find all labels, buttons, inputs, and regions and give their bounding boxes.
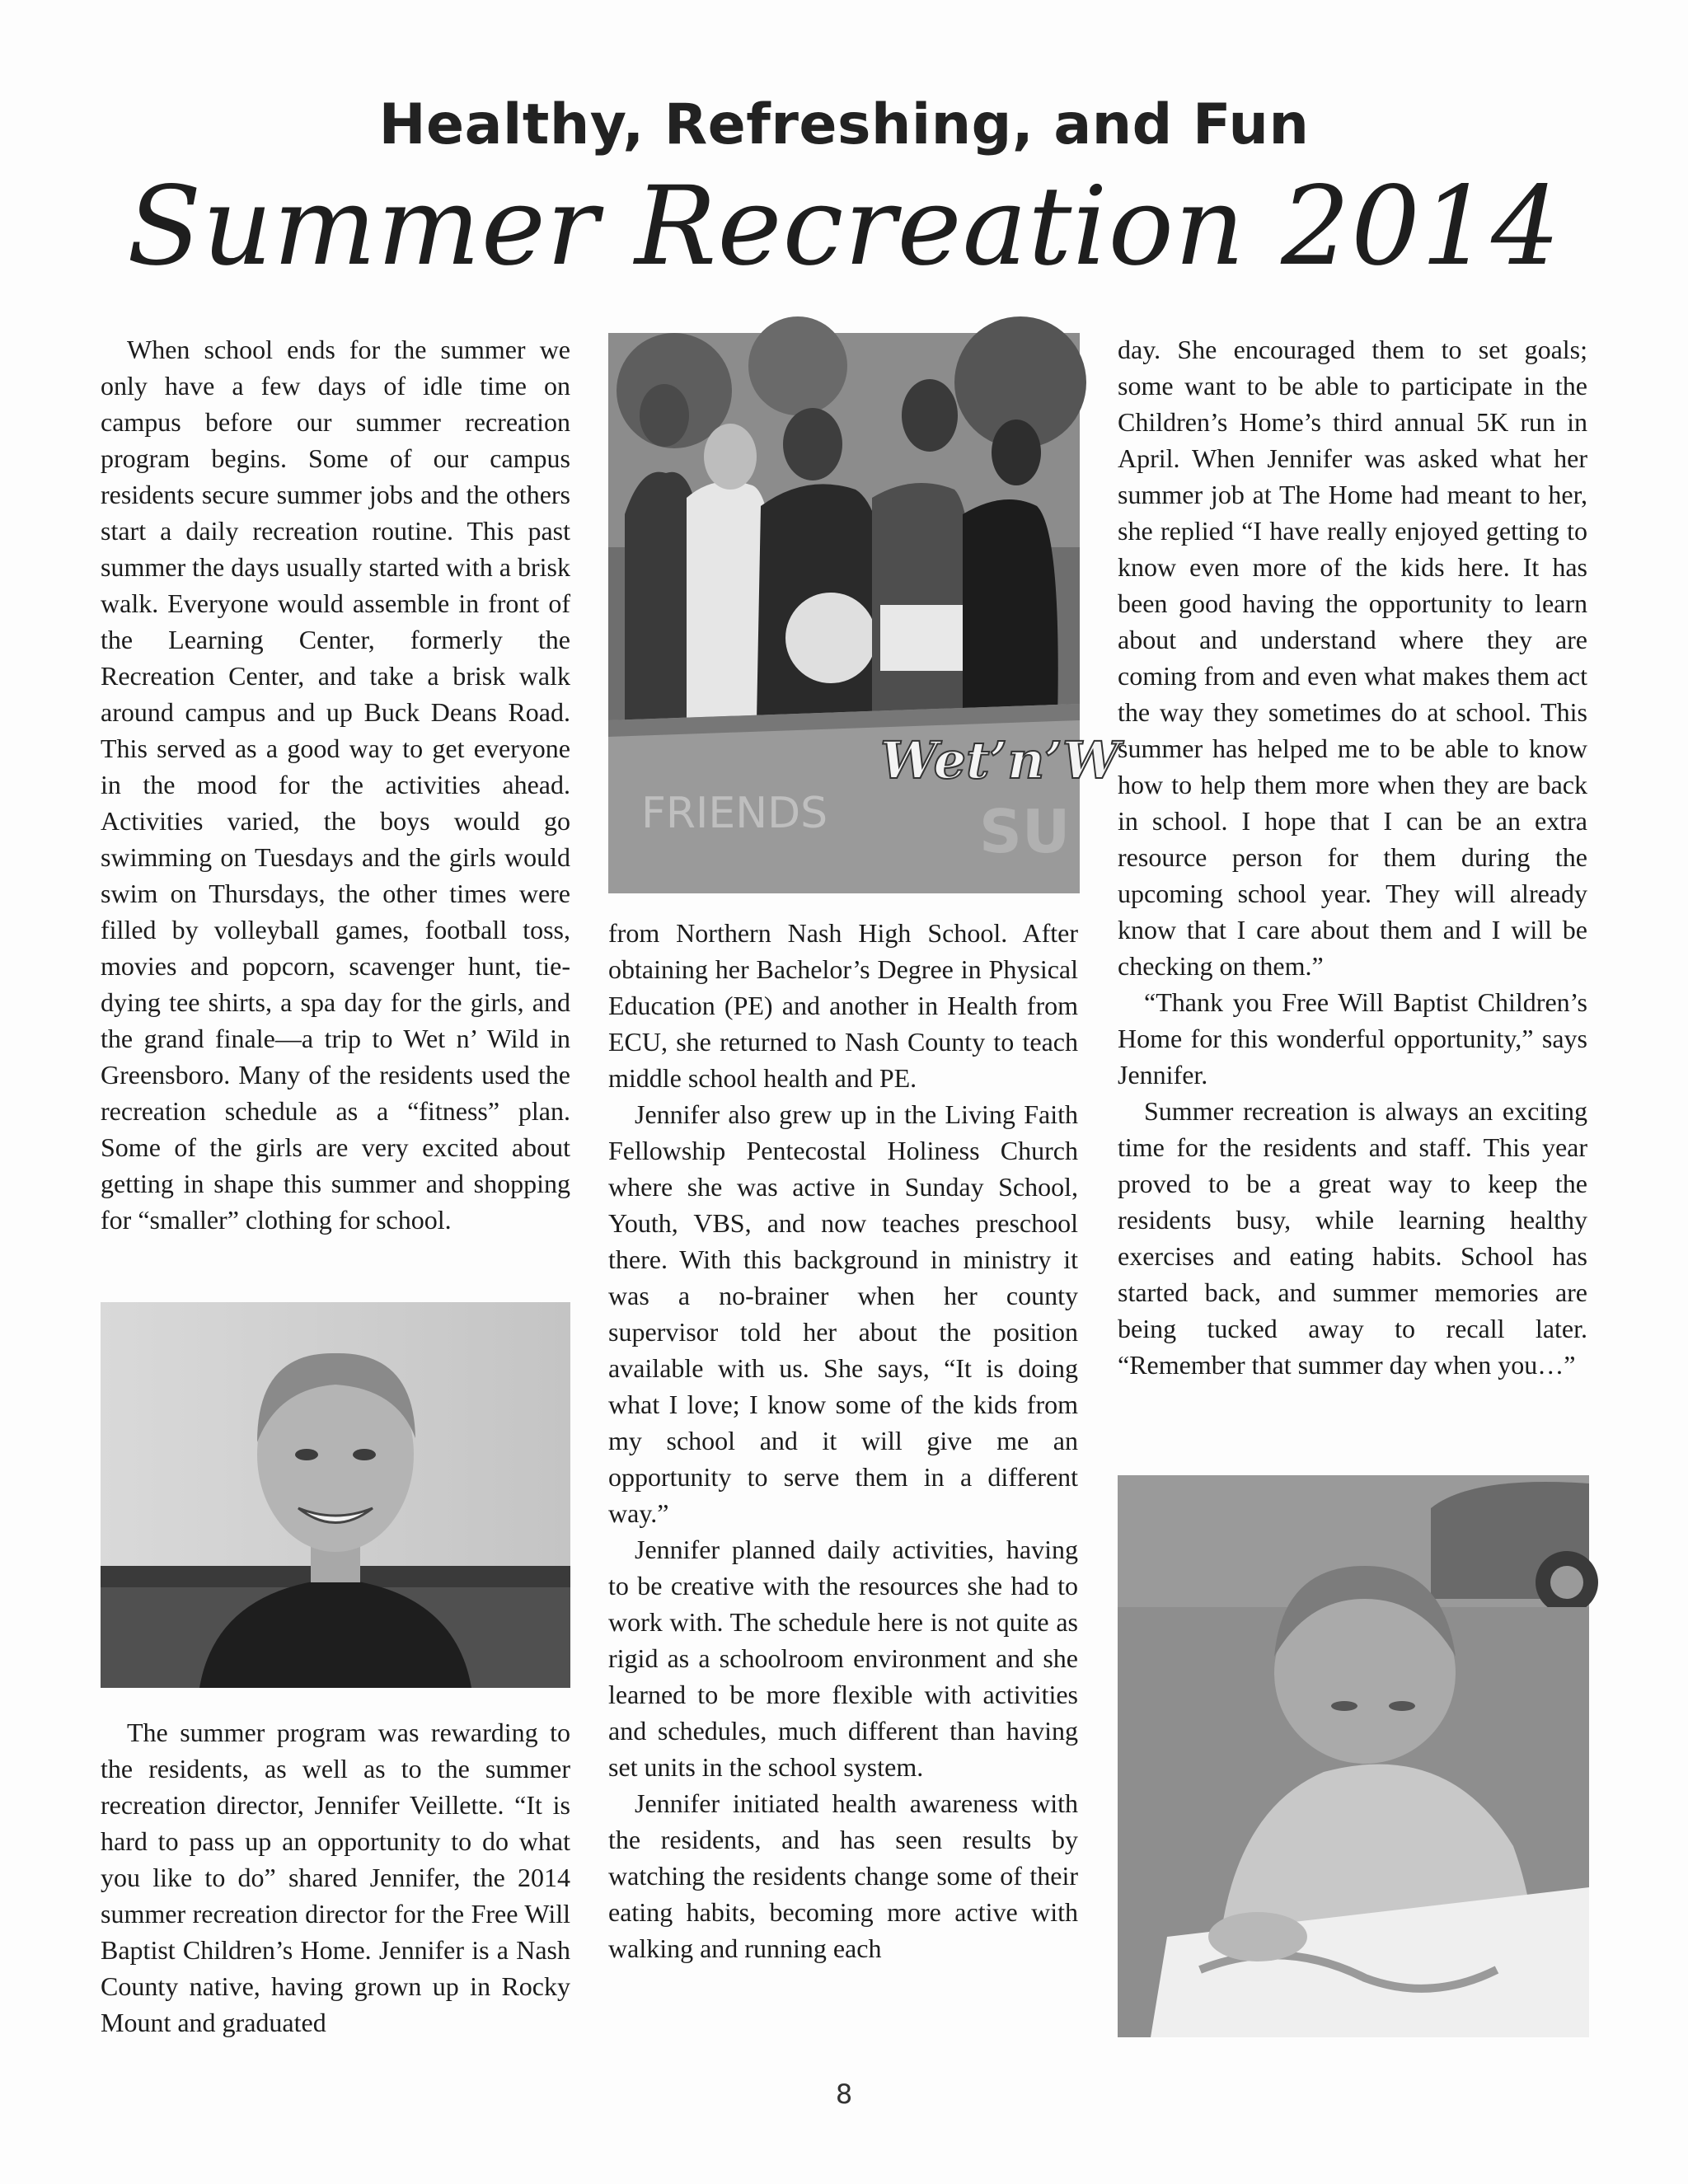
column-2 [608,915,1078,1966]
column-1-top [101,331,570,1238]
paragraph: Jennifer initiated health awareness with the residents, and has seen results by watching the residents change some of their eating habits, becoming more active with walking and running each [608,1788,1078,1963]
group-photo [608,333,1120,893]
activity-photo [1118,1475,1589,2037]
paragraph: from Northern Nash High School. After obtaining her Bachelor’s Degree in Physical Education (PE) and another in Health from ECU, she returned to Nash County to teach middle school health and PE. [608,918,1078,1093]
sign-friends-text: FRIENDS [641,789,828,838]
sign-su-text: SU [979,797,1071,866]
paragraph: “Thank you Free Will Baptist Children’s Home for this wonderful opportunity,” says Jennifer. [1118,987,1587,1090]
paragraph: day. She encouraged them to set goals; some want to be able to participate in the Children’s Home’s third annual 5K run in April. When Jennifer was asked what her summer job at The Home had meant to her, she replied “I have really enjoyed getting to know even more of the kids here. It has been good having the opportunity to learn about and understand where they are coming from and even what makes them act the way they sometimes do at school. This summer has helped me to be able to know how to help them more when they are back in school. I hope that I can be an extra resource person for them during the upcoming school year. They will already know that I care about them and I will be checking on them.” [1118,335,1587,981]
paragraph: When school ends for the summer we only have a few days of idle time on campus before our summer recreation program begins. Some of our campus residents secure summer jobs and the others start a daily recreation routine. This past summer the days usually started with a brisk walk. Everyone would assemble in front of the Learning Center, formerly the Recreation Center, and take a brisk walk around campus and up Buck Deans Road. This served as a good way to get everyone in the mood for the activities ahead. Activities varied, the boys would go swimming on Tuesdays and the girls would swim on Thursdays, the other times were filled by volleyball games, football toss, movies and popcorn, scavenger hunt, tie-dying tee shirts, a spa day for the girls, and the grand finale—a trip to Wet n’ Wild in Greensboro. Many of the residents used the recreation schedule as a “fitness” plan. Some of the girls are very excited about getting in shape this summer and shopping for “smaller” clothing for school. [101,335,570,1235]
article-kicker: Healthy, Refreshing, and Fun [378,92,1310,157]
paragraph: Jennifer also grew up in the Living Faith Fellowship Pentecostal Holiness Church where she was active in Sunday School, Youth, VBS, and now teaches preschool there. With this background in ministry it was a no-brainer when her county supervisor told her about the position available with us. She says, “It is doing what I love; I know some of the kids from my school and it will give me an opportunity to serve them in a different way.” [608,1099,1078,1528]
column-3 [1118,331,1587,1383]
page-number: 8 [835,2079,853,2110]
paragraph: Summer recreation is always an exciting time for the residents and staff. This year proved to be a great way to keep the residents busy, while learning healthy exercises and eating habits. School has started back, and summer memories are being tucked away to recall later. “Remember that summer day when you…” [1118,1096,1587,1380]
paragraph: Jennifer planned daily activities, having to be creative with the resources she had to work with. The schedule here is not quite as rigid as a schoolroom environment and she learned to be more flexible with activities and schedules, much different than having set units in the school system. [608,1535,1078,1782]
portrait-photo [101,1302,570,1688]
paragraph: The summer program was rewarding to the residents, as well as to the summer recreation director, Jennifer Veillette. “It is hard to pass up an opportunity to do what you like to do” shared Jennifer, the 2014 summer recreation director for the Free Will Baptist Children’s Home. Jennifer is a Nash County native, having grown up in Rocky Mount and graduated [101,1718,570,2037]
sign-script-text: Wet’n’W [880,730,1120,790]
article-headline: Summer Recreation 2014 [127,163,1561,290]
column-1-bottom [101,1714,570,2041]
